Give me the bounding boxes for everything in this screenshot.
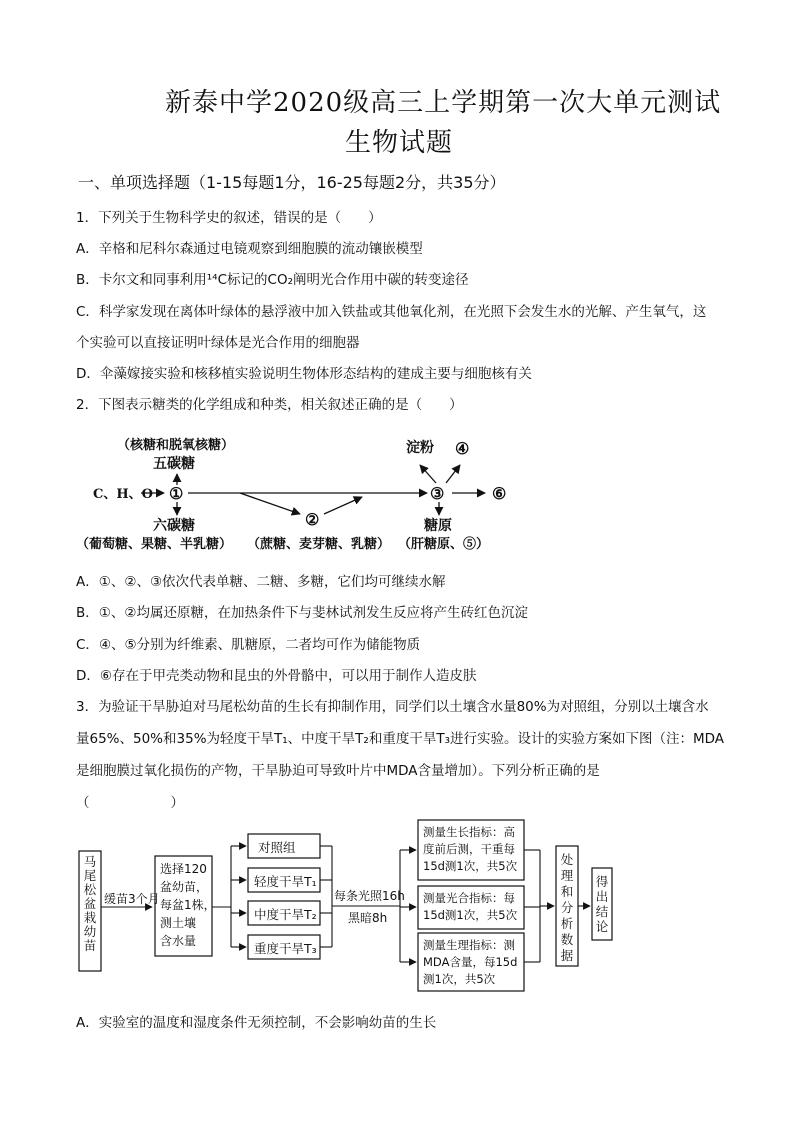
measure-photosynthesis-label: 测量光合指标：每 15d测1次，共5次 [423,891,518,922]
glycogen-examples-label: （肝糖原、⑤） [398,537,490,552]
question-1-option-c: C．科学家发现在离体叶绿体的悬浮液中加入铁盐或其他氧化剂，在光照下会发生水的光解、产生氧气，这 [76,304,707,320]
question-3-stem-line-2: 量65%、50%和35%为轻度干旱T₁、中度干旱T₂和重度干旱T₃进行实验。设计的实验方案如下图（注：MDA [76,731,725,747]
node-2: ② [305,510,320,529]
hexose-label: 六碳糖 [153,518,195,534]
page-subtitle: 生物试题 [345,128,454,158]
group-control-label: 对照组 [258,840,296,855]
section-heading: 一、单项选择题（1-15每题1分，16-25每题2分，共35分） [78,173,506,192]
conclude-label: 得出结论 [595,874,609,934]
pentose-label: 五碳糖 [153,456,195,472]
question-1-option-a: A．辛格和尼科尔森通过电镜观察到细胞膜的流动镶嵌模型 [76,241,423,257]
start-label: 马尾松盆栽幼苗 [83,854,97,953]
question-3-stem-line-3: 是细胞膜过氧化损伤的产物，干旱胁迫可导致叶片中MDA含量增加）。下列分析正确的是 [76,763,600,779]
node-1: ① [169,484,184,503]
hexose-examples-label: （葡萄糖、果糖、半乳糖） [76,537,233,552]
question-1-option-d: D．伞藻嫁接实验和核移植实验说明生物体形态结构的建成主要与细胞核有关 [76,366,532,382]
node-6: ⑥ [492,484,507,503]
process-label: 处理和分析数据 [560,852,574,963]
acclimation-label: 缓苗3个月 [104,892,160,906]
group-t2-label: 中度干旱T₂ [254,907,317,922]
question-1-option-b: B．卡尔文和同事利用¹⁴C标记的CO₂阐明光合作用中碳的转变途径 [76,272,469,288]
pentose-examples-label: （核糖和脱氧核糖） [117,438,235,453]
dark-label: 黑暗8h [348,911,388,925]
node-4: ④ [455,439,470,458]
node-3: ③ [430,484,445,503]
group-t3-label: 重度干旱T₃ [254,941,317,956]
select-label: 选择120 盆幼苗， 每盆1株， 测土壤 含水量 [160,862,216,948]
question-3-stem-line-4: （ ） [76,795,184,811]
light-label: 每条光照16h [334,889,405,903]
question-3-stem-line-1: 3．为验证干旱胁迫对马尾松幼苗的生长有抑制作用，同学们以土壤含水量80%为对照组，分别以土壤含水 [76,699,709,715]
question-2-option-c: C．④、⑤分别为纤维素、肌糖原，二者均可作为储能物质 [76,637,421,653]
measure-growth-label: 测量生长指标：高 度前后测，干重每 15d测1次，共5次 [423,825,518,873]
starch-label: 淀粉 [406,440,434,456]
question-1-stem: 1．下列关于生物科学史的叙述，错误的是（ ） [76,210,382,226]
question-2-stem: 2．下图表示糖类的化学组成和种类，相关叙述正确的是（ ） [76,397,463,413]
glycogen-label: 糖原 [424,518,452,534]
question-2-option-a: A．①、②、③依次代表单糖、二糖、多糖，它们均可继续水解 [76,574,446,590]
question-2-option-d: D．⑥存在于甲壳类动物和昆虫的外骨骼中，可以用于制作人造皮肤 [76,668,477,684]
disaccharide-examples-label: （蔗糖、麦芽糖、乳糖） [247,537,391,552]
question-2-option-b: B．①、②均属还原糖，在加热条件下与斐林试剂发生反应将产生砖红色沉淀 [76,605,528,621]
group-t1-label: 轻度干旱T₁ [254,874,317,889]
question-3-option-a: A．实验室的温度和湿度条件无须控制，不会影响幼苗的生长 [76,1015,437,1031]
question-1-option-c-cont: 个实验可以直接证明叶绿体是光合作用的细胞器 [76,335,360,351]
elements-label: C、H、O [93,487,153,502]
page-title: 新泰中学2020级高三上学期第一次大单元测试 [165,88,722,118]
measure-physiology-label: 测量生理指标：测 MDA含量，每15d 测1次，共5次 [423,938,518,986]
